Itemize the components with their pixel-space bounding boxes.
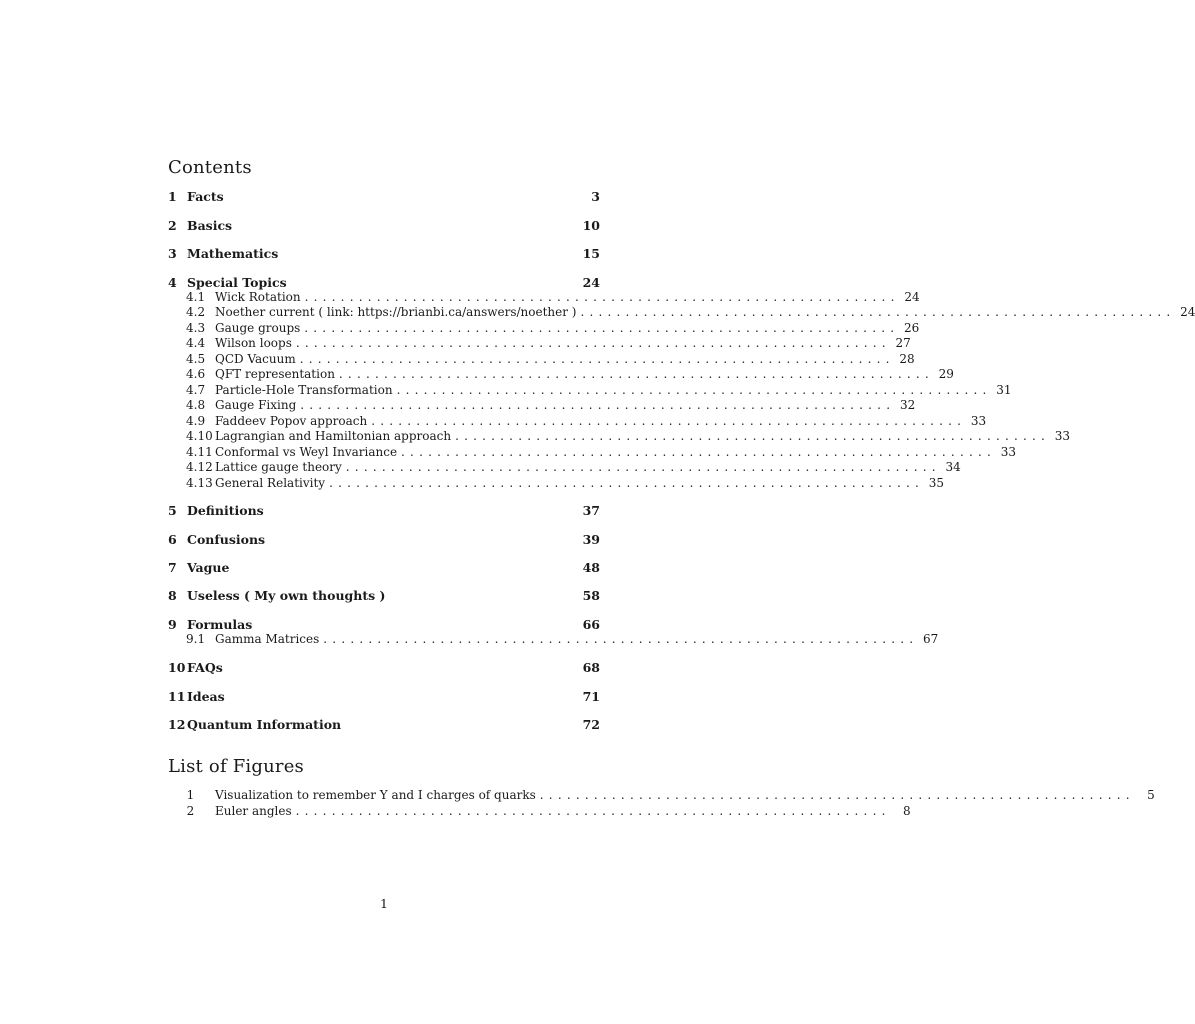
subsection-title: Particle-Hole Transformation — [215, 383, 393, 397]
subsection-number: 4.12 — [186, 460, 213, 474]
section-page: 10 — [582, 218, 600, 233]
section-title: Basics — [187, 218, 233, 233]
subsection-title: Faddeev Popov approach — [215, 414, 368, 428]
subsection-number: 4.7 — [186, 383, 206, 397]
section-number: 5 — [168, 503, 177, 518]
subsection-number: 4.11 — [186, 445, 213, 459]
subsection-number: 4.3 — [186, 321, 206, 335]
toc-subsection-row[interactable] — [168, 429, 1071, 444]
subsection-page: 26 — [903, 321, 920, 335]
section-number: 8 — [168, 588, 177, 603]
toc-subsection-row[interactable] — [168, 445, 1017, 460]
section-number: 7 — [168, 560, 177, 575]
toc-section-row[interactable] — [168, 688, 600, 706]
section-number: 11 — [168, 689, 186, 704]
section-page: 24 — [582, 275, 600, 290]
figure-page: 8 — [902, 804, 911, 818]
toc-section-row[interactable] — [168, 502, 600, 520]
toc-section-row[interactable] — [168, 217, 600, 235]
toc-subsection-row[interactable] — [168, 352, 915, 367]
dot-leader: .................................................................. — [299, 352, 895, 366]
section-number: 12 — [168, 717, 186, 732]
toc-section-row[interactable] — [168, 559, 600, 577]
subsection-title: Lattice gauge theory — [215, 460, 342, 474]
section-title: Vague — [187, 560, 230, 575]
subsection-page: 34 — [945, 460, 961, 474]
subsection-title: General Relativity — [215, 476, 326, 490]
section-number: 4 — [168, 275, 177, 290]
section-title: Special Topics — [187, 275, 287, 290]
subsection-page: 33 — [1000, 445, 1017, 459]
section-title: Quantum Information — [187, 717, 342, 732]
section-title: Ideas — [187, 689, 225, 704]
dot-leader: .................................................................. — [345, 460, 941, 474]
section-page: 71 — [582, 689, 600, 704]
dot-leader: .................................................................. — [455, 429, 1051, 443]
figure-list-row[interactable] — [168, 788, 1155, 803]
subsection-title: Noether current ( link: https://brianbi.ca/answers/noether ) — [215, 305, 577, 319]
toc-section-row[interactable] — [168, 188, 600, 206]
dot-leader: .................................................................. — [304, 290, 900, 304]
figure-number: 1 — [186, 788, 195, 802]
section-page: 15 — [582, 246, 600, 261]
subsection-title: Wilson loops — [215, 336, 292, 350]
toc-subsection-row[interactable] — [168, 398, 916, 413]
section-page: 37 — [582, 503, 600, 518]
subsection-number: 4.10 — [186, 429, 213, 443]
subsection-number: 4.8 — [186, 398, 206, 412]
subsection-title: Gauge groups — [215, 321, 301, 335]
dot-leader: .................................................................. — [580, 305, 1176, 319]
subsection-number: 4.2 — [186, 305, 206, 319]
toc-subsection-row[interactable] — [168, 476, 945, 491]
section-page: 48 — [582, 560, 600, 575]
page-number: 1 — [380, 896, 388, 911]
toc-section-row[interactable] — [168, 716, 600, 734]
subsection-number: 9.1 — [186, 632, 206, 646]
toc-subsection-row[interactable] — [168, 460, 961, 475]
subsection-page: 33 — [970, 414, 987, 428]
dot-leader: .................................................................. — [338, 367, 934, 381]
section-number: 10 — [168, 660, 186, 675]
dot-leader: .................................................................. — [323, 632, 919, 646]
subsection-number: 4.4 — [186, 336, 206, 350]
subsection-title: QCD Vacuum — [215, 352, 296, 366]
subsection-page: 27 — [895, 336, 911, 350]
section-title: Facts — [187, 189, 224, 204]
section-title: FAQs — [187, 660, 223, 675]
section-page: 72 — [582, 717, 600, 732]
subsection-number: 4.6 — [186, 367, 206, 381]
subsection-page: 35 — [928, 476, 945, 490]
toc-subsection-row[interactable] — [168, 632, 939, 647]
contents-heading: Contents — [168, 157, 252, 178]
section-title: Confusions — [187, 532, 266, 547]
dot-leader: .................................................................. — [300, 398, 896, 412]
toc-section-row[interactable] — [168, 659, 600, 677]
dot-leader: .................................................................. — [295, 804, 891, 818]
subsection-title: Conformal vs Weyl Invariance — [215, 445, 398, 459]
dot-leader: .................................................................. — [401, 445, 997, 459]
section-number: 6 — [168, 532, 177, 547]
subsection-page: 33 — [1054, 429, 1071, 443]
toc-section-row[interactable] — [168, 531, 600, 549]
subsection-page: 24 — [904, 290, 920, 304]
figure-title: Euler angles — [215, 804, 292, 818]
figure-title: Visualization to remember Y and I charges of quarks — [215, 788, 536, 802]
section-number: 2 — [168, 218, 177, 233]
subsection-page: 32 — [899, 398, 916, 412]
section-title: Formulas — [187, 617, 253, 632]
dot-leader: .................................................................. — [295, 336, 891, 350]
figure-page: 5 — [1147, 788, 1155, 802]
figure-number-cell — [186, 788, 215, 803]
section-title: Useless ( My own thoughts ) — [187, 588, 386, 603]
figure-number-cell — [186, 804, 215, 819]
subsection-title: Wick Rotation — [215, 290, 301, 304]
toc-subsection-row[interactable] — [168, 305, 1195, 320]
toc-subsection-row[interactable] — [168, 414, 987, 429]
section-page: 68 — [582, 660, 600, 675]
section-title: Definitions — [187, 503, 264, 518]
dot-leader: .................................................................. — [304, 321, 900, 335]
dot-leader: .................................................................. — [396, 383, 992, 397]
toc-subsection-row[interactable] — [168, 290, 920, 305]
section-page: 39 — [582, 532, 600, 547]
figure-number: 2 — [186, 804, 195, 818]
toc-subsection-row[interactable] — [168, 383, 1012, 398]
subsection-page: 24 — [1180, 305, 1195, 319]
toc-section-row[interactable] — [168, 245, 600, 263]
subsection-number: 4.9 — [186, 414, 206, 428]
figure-list-row[interactable] — [168, 804, 911, 819]
subsection-title: Gauge Fixing — [215, 398, 297, 412]
subsection-title: Gamma Matrices — [215, 632, 320, 646]
dot-leader: .................................................................. — [371, 414, 967, 428]
subsection-title: QFT representation — [215, 367, 335, 381]
subsection-number: 4.13 — [186, 476, 213, 490]
subsection-title: Lagrangian and Hamiltonian approach — [215, 429, 452, 443]
list-of-figures-heading: List of Figures — [168, 756, 304, 777]
section-number: 1 — [168, 189, 177, 204]
toc-subsection-row[interactable] — [168, 336, 911, 351]
toc-subsection-row[interactable] — [168, 321, 920, 336]
toc-section-row[interactable] — [168, 587, 600, 605]
section-page: 66 — [582, 617, 600, 632]
section-title: Mathematics — [187, 246, 279, 261]
section-number: 3 — [168, 246, 177, 261]
toc-subsection-row[interactable] — [168, 367, 954, 382]
section-number: 9 — [168, 617, 177, 632]
dot-leader: .................................................................. — [329, 476, 925, 490]
dot-leader: .................................................................. — [539, 788, 1135, 802]
subsection-page: 67 — [922, 632, 939, 646]
subsection-page: 29 — [938, 367, 954, 381]
section-page: 58 — [582, 588, 600, 603]
subsection-page: 28 — [899, 352, 915, 366]
subsection-number: 4.1 — [186, 290, 206, 304]
subsection-number: 4.5 — [186, 352, 206, 366]
subsection-page: 31 — [996, 383, 1012, 397]
section-page: 3 — [591, 189, 600, 204]
